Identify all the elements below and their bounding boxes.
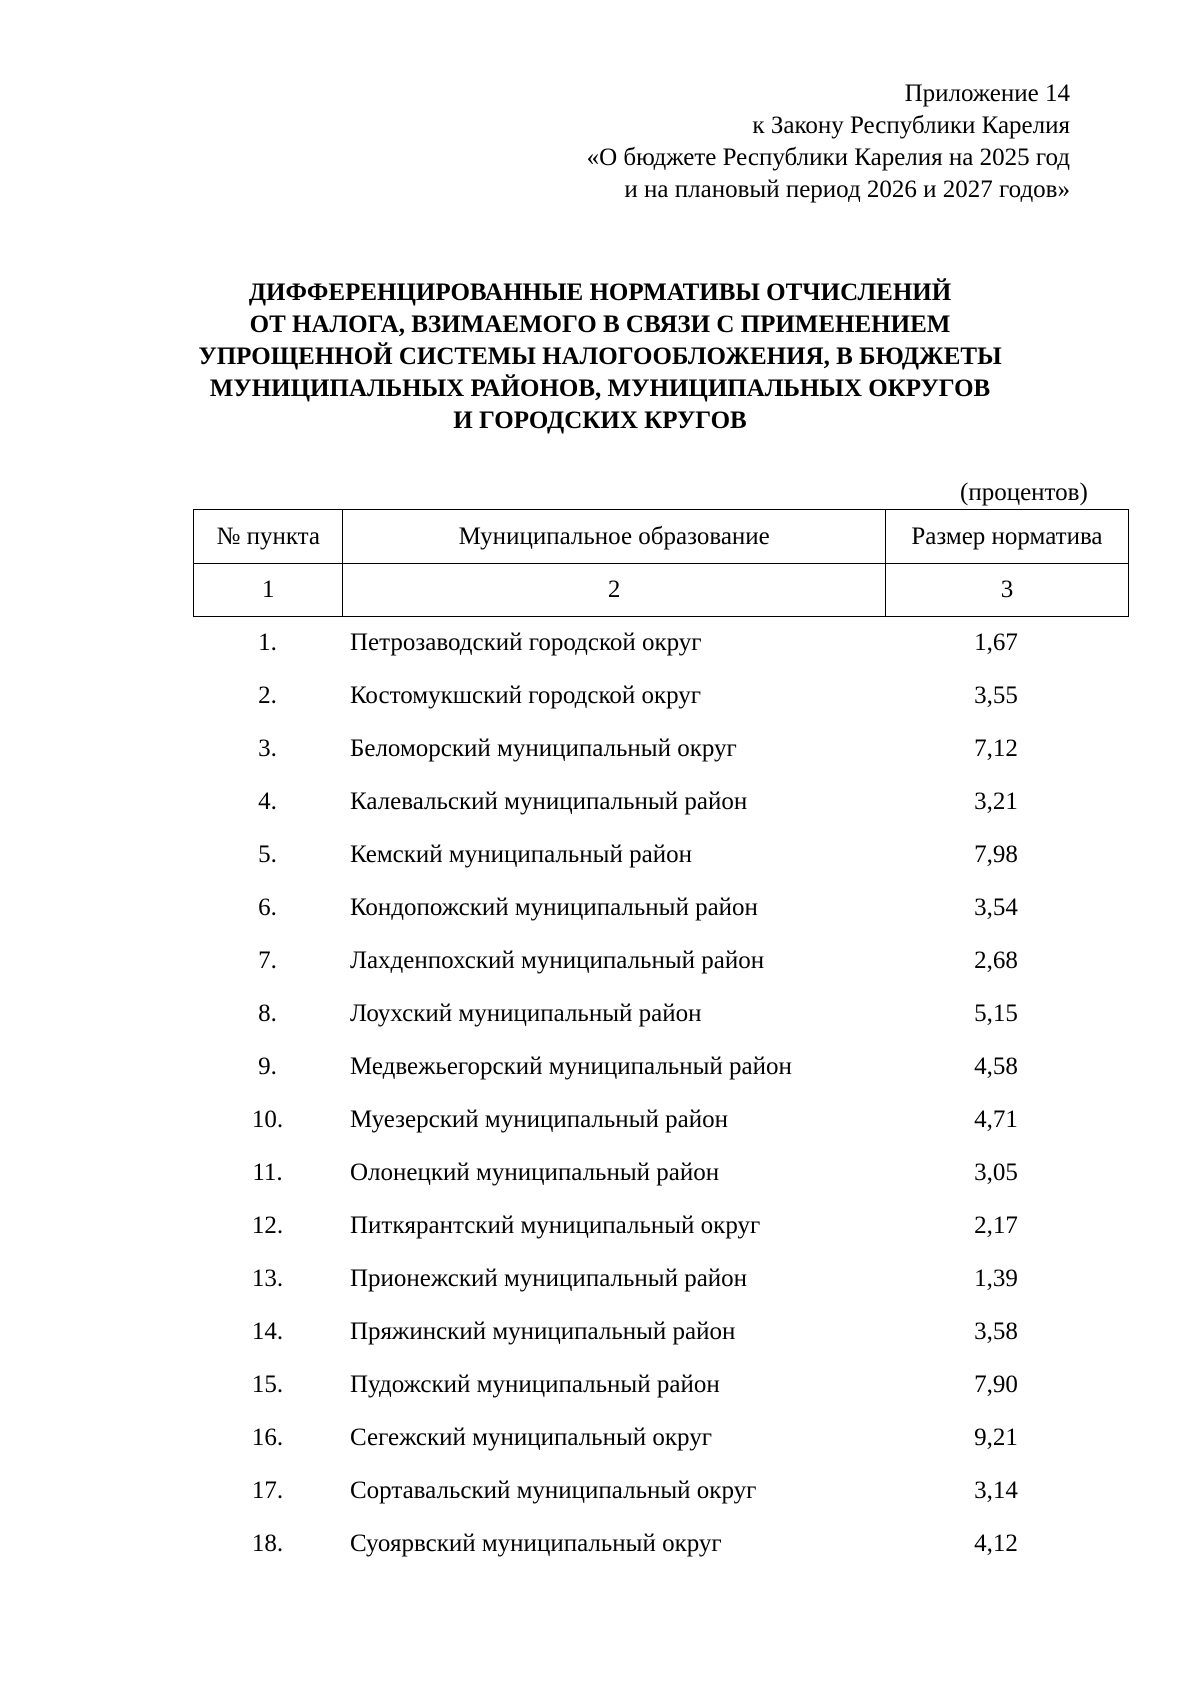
municipality-name: Петрозаводский городской округ <box>350 629 702 656</box>
header-municipality: Муниципальное образование <box>343 510 885 564</box>
table-row <box>193 775 1129 828</box>
appendix-law-period: и на плановый период 2026 и 2027 годов» <box>624 176 1070 203</box>
table-row <box>193 881 1129 934</box>
table-row <box>193 1252 1129 1305</box>
table-row <box>193 1093 1129 1146</box>
rate-value: 2,68 <box>974 947 1018 974</box>
table-row <box>193 1517 1129 1570</box>
title-line: ОТ НАЛОГА, ВЗИМАЕМОГО В СВЯЗИ С ПРИМЕНЕНИЕМ <box>249 311 951 338</box>
rate-value: 4,71 <box>974 1106 1018 1133</box>
rate-value: 3,54 <box>974 894 1018 921</box>
municipality-name: Пряжинский муниципальный район <box>350 1318 736 1345</box>
rate-value: 9,21 <box>974 1424 1018 1451</box>
rate-value: 3,14 <box>974 1477 1018 1504</box>
appendix-number: Приложение 14 <box>904 80 1070 107</box>
row-number: 12. <box>251 1212 284 1239</box>
municipality-name: Пудожский муниципальный район <box>350 1371 720 1398</box>
column-number: 1 <box>194 564 343 617</box>
municipality-name: Беломорский муниципальный округ <box>350 735 737 762</box>
municipality-name: Муезерский муниципальный район <box>350 1106 728 1133</box>
row-number: 15. <box>251 1371 284 1398</box>
row-number: 16. <box>251 1424 284 1451</box>
rate-value: 2,17 <box>974 1212 1018 1239</box>
rate-value: 4,12 <box>974 1530 1018 1557</box>
rate-value: 3,58 <box>974 1318 1018 1345</box>
appendix-law-title: «О бюджете Республики Карелия на 2025 год <box>586 144 1070 171</box>
row-number: 17. <box>251 1477 284 1504</box>
row-number: 8. <box>258 1000 277 1027</box>
row-number: 18. <box>251 1530 284 1557</box>
municipality-name: Лоухский муниципальный район <box>350 1000 702 1027</box>
table-row <box>193 987 1129 1040</box>
document-title <box>0 277 1200 437</box>
municipality-name: Олонецкий муниципальный район <box>350 1159 720 1186</box>
table-row <box>193 1464 1129 1517</box>
header-rate: Размер норматива <box>885 510 1128 564</box>
rate-value: 7,90 <box>974 1371 1018 1398</box>
row-number: 1. <box>258 629 277 656</box>
table-row <box>193 1199 1129 1252</box>
row-number: 4. <box>258 788 277 815</box>
title-line: МУНИЦИПАЛЬНЫХ РАЙОНОВ, МУНИЦИПАЛЬНЫХ ОКРУГОВ <box>209 375 991 402</box>
table-row <box>193 934 1129 987</box>
municipality-name: Сортавальский муниципальный округ <box>350 1477 757 1504</box>
municipality-name: Сегежский муниципальный округ <box>350 1424 712 1451</box>
units-label: (процентов) <box>960 479 1088 506</box>
rate-value: 3,05 <box>974 1159 1018 1186</box>
table-row <box>193 1040 1129 1093</box>
table-row <box>193 1305 1129 1358</box>
rate-value: 1,67 <box>974 629 1018 656</box>
column-number: 3 <box>885 564 1128 617</box>
row-number: 2. <box>258 682 277 709</box>
rate-value: 7,12 <box>974 735 1018 762</box>
municipality-name: Костомукшский городской округ <box>350 682 702 709</box>
row-number: 14. <box>251 1318 284 1345</box>
municipality-name: Лахденпохский муниципальный район <box>350 947 765 974</box>
row-number: 7. <box>258 947 277 974</box>
municipality-name: Суоярвский муниципальный округ <box>350 1530 722 1557</box>
appendix-law: к Закону Республики Карелия <box>752 112 1070 139</box>
municipality-name: Калевальский муниципальный район <box>350 788 748 815</box>
title-line: И ГОРОДСКИХ КРУГОВ <box>453 407 747 434</box>
table-body <box>193 616 1129 1570</box>
rate-value: 5,15 <box>974 1000 1018 1027</box>
table-row <box>193 828 1129 881</box>
row-number: 5. <box>258 841 277 868</box>
appendix-reference <box>587 78 1070 206</box>
header-row <box>194 510 1129 564</box>
table-row <box>193 669 1129 722</box>
table-row <box>193 1146 1129 1199</box>
rate-value: 3,55 <box>974 682 1018 709</box>
table-row <box>193 616 1129 669</box>
table-row <box>193 1411 1129 1464</box>
municipality-name: Кемский муниципальный район <box>350 841 692 868</box>
rate-value: 3,21 <box>974 788 1018 815</box>
row-number: 3. <box>258 735 277 762</box>
column-number: 2 <box>343 564 885 617</box>
table-row <box>193 1358 1129 1411</box>
row-number: 11. <box>252 1159 283 1186</box>
row-number: 13. <box>251 1265 284 1292</box>
row-number: 6. <box>258 894 277 921</box>
rate-value: 1,39 <box>974 1265 1018 1292</box>
municipality-name: Питкярантский муниципальный округ <box>350 1212 761 1239</box>
rate-value: 4,58 <box>974 1053 1018 1080</box>
municipality-name: Кондопожский муниципальный район <box>350 894 758 921</box>
column-number-row <box>194 564 1129 617</box>
rate-value: 7,98 <box>974 841 1018 868</box>
title-line: ДИФФЕРЕНЦИРОВАННЫЕ НОРМАТИВЫ ОТЧИСЛЕНИЙ <box>248 279 952 306</box>
municipality-name: Прионежский муниципальный район <box>350 1265 748 1292</box>
row-number: 9. <box>258 1053 277 1080</box>
table-row <box>193 722 1129 775</box>
row-number: 10. <box>251 1106 284 1133</box>
title-line: УПРОЩЕННОЙ СИСТЕМЫ НАЛОГООБЛОЖЕНИЯ, В БЮДЖЕТЫ <box>198 343 1002 370</box>
municipality-name: Медвежьегорский муниципальный район <box>350 1053 792 1080</box>
table-header <box>193 509 1129 617</box>
header-number: № пункта <box>194 510 343 564</box>
